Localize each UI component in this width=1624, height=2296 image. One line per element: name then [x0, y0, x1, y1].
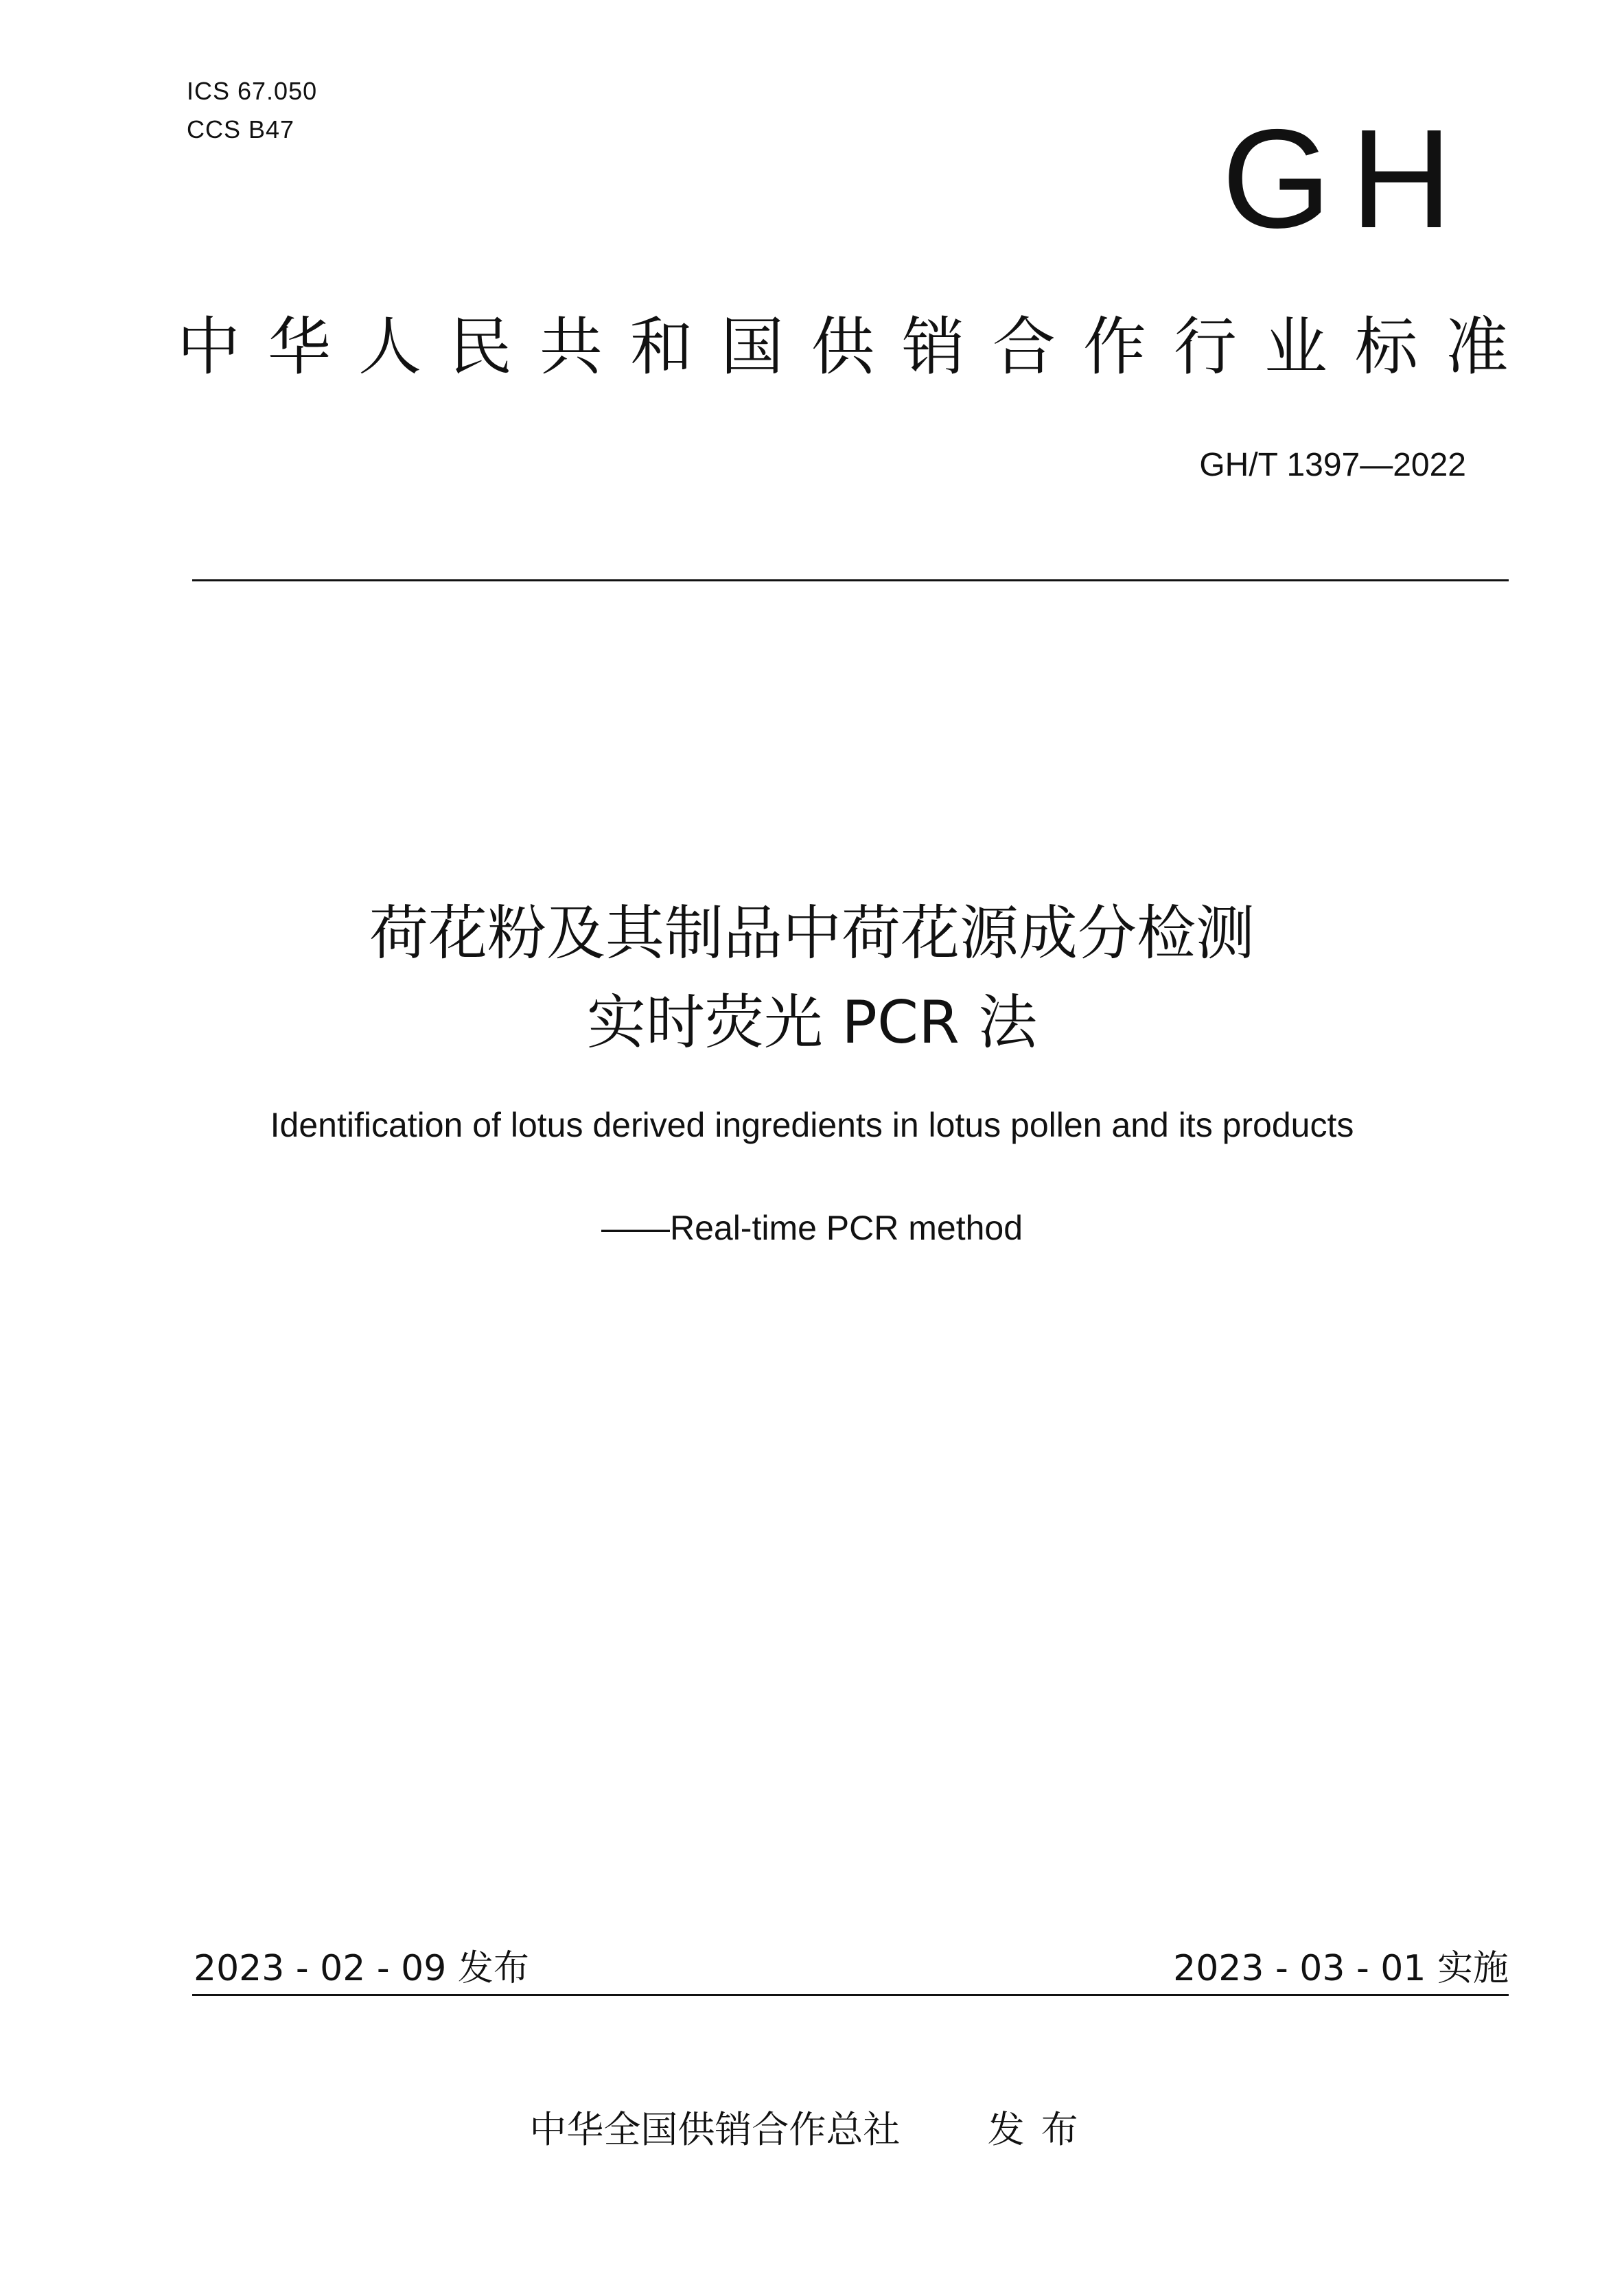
bottom-divider [192, 1994, 1509, 1996]
category-char: 华 [267, 310, 331, 384]
category-char: 合 [992, 310, 1056, 384]
implementation-date: 2023 - 03 - 01 实施 [1173, 1948, 1509, 1989]
ccs-code: CCS B47 [187, 115, 295, 143]
title-chinese-line-2: 实时荧光 PCR 法 [586, 988, 1038, 1057]
title-english: Identification of lotus derived ingredients in lotus pollen and its products [270, 1106, 1354, 1144]
top-divider [192, 579, 1509, 581]
category-char: 标 [1354, 310, 1418, 384]
category-char: 和 [629, 310, 693, 384]
subtitle-english: ——Real-time PCR method [601, 1209, 1023, 1247]
publisher-line [0, 2100, 1624, 2153]
gh-logo: GH [1222, 100, 1472, 257]
title-chinese-line-1: 荷花粉及其制品中荷花源成分检测 [369, 899, 1255, 968]
category-char: 人 [358, 310, 421, 384]
issue-date: 2023 - 02 - 09 发布 [194, 1948, 529, 1989]
category-char: 行 [1173, 310, 1237, 384]
standard-number: GH/T 1397—2022 [1199, 447, 1466, 483]
category-char: 供 [811, 310, 874, 384]
standard-category-title [177, 312, 1509, 382]
category-char: 中 [177, 310, 241, 384]
category-char: 准 [1445, 310, 1509, 384]
publisher-organization: 中华全国供销合作总社 [529, 2108, 901, 2151]
category-char: 业 [1264, 310, 1327, 384]
category-char: 共 [539, 310, 603, 384]
category-char: 国 [720, 310, 784, 384]
category-char: 民 [448, 310, 512, 384]
ics-code: ICS 67.050 [187, 77, 318, 105]
category-char: 销 [901, 310, 965, 384]
category-char: 作 [1082, 310, 1146, 384]
publisher-action: 发布 [987, 2108, 1095, 2151]
